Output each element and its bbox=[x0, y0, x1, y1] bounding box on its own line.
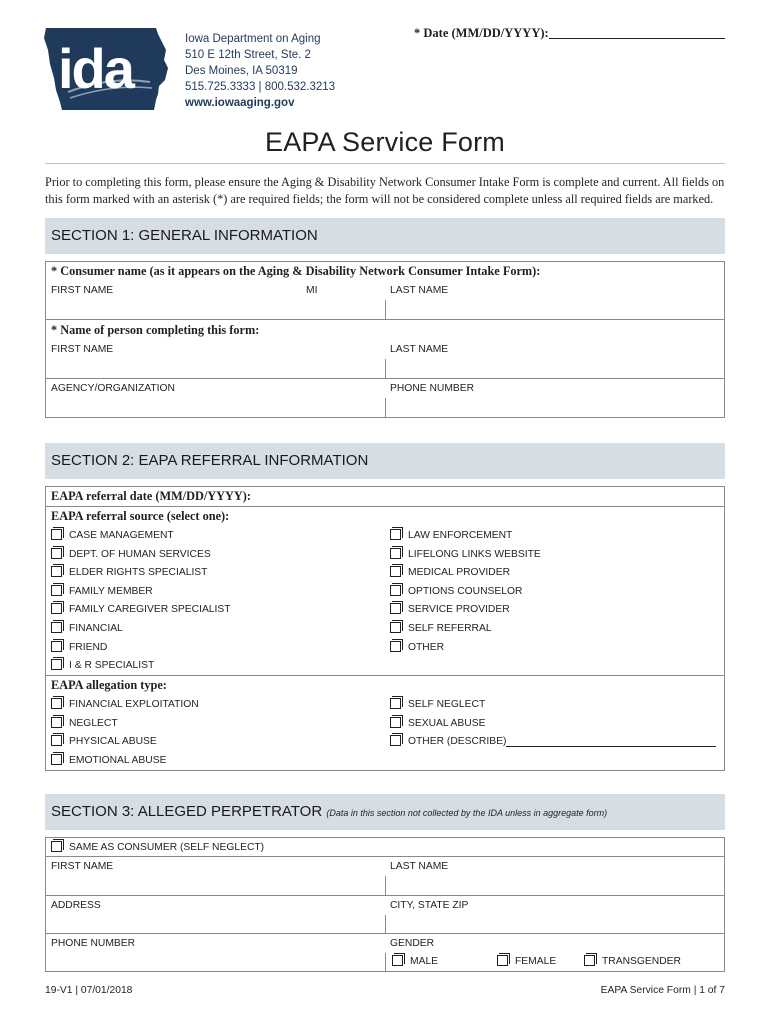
case-management-label: CASE MANAGEMENT bbox=[69, 530, 174, 541]
perp-address-input[interactable] bbox=[51, 914, 381, 932]
divider bbox=[45, 378, 725, 379]
section2-header bbox=[45, 443, 725, 479]
other-describe-input[interactable] bbox=[506, 746, 716, 747]
divider bbox=[45, 933, 725, 934]
family-caregiver-specialist-checkbox[interactable] bbox=[51, 602, 64, 615]
elder-rights-specialist-checkbox[interactable] bbox=[51, 565, 64, 578]
footer-page: EAPA Service Form | 1 of 7 bbox=[600, 985, 725, 996]
divider bbox=[45, 675, 725, 676]
case-management-checkbox[interactable] bbox=[51, 528, 64, 541]
referral-date-input[interactable] bbox=[250, 488, 720, 504]
divider bbox=[45, 895, 725, 896]
section1-title: SECTION 1: GENERAL INFORMATION bbox=[51, 227, 318, 244]
phone-label: PHONE NUMBER bbox=[390, 383, 475, 394]
section2-box bbox=[45, 486, 725, 771]
website-link[interactable]: www.iowaaging.gov bbox=[185, 97, 295, 109]
i-r-specialist-label: I & R SPECIALIST bbox=[69, 660, 155, 672]
perp-address-label: ADDRESS bbox=[51, 900, 101, 911]
divider bbox=[385, 876, 386, 895]
sexual-abuse-checkbox[interactable] bbox=[390, 716, 403, 729]
perp-first-name-label: FIRST NAME bbox=[51, 861, 114, 872]
logo-text: ida bbox=[58, 37, 133, 100]
page-title: EAPA Service Form bbox=[265, 127, 505, 157]
address-line1: 510 E 12th Street, Ste. 2 bbox=[185, 49, 311, 61]
self-neglect-label: SELF NEGLECT bbox=[408, 699, 486, 710]
divider bbox=[385, 359, 386, 378]
referral-source-label: EAPA referral source (select one): bbox=[51, 509, 230, 523]
same-as-consumer-checkbox[interactable] bbox=[51, 840, 64, 853]
consumer-name-question: * Consumer name (as it appears on the Aging & Disability Network Consumer Intake Form): bbox=[51, 264, 541, 278]
physical-abuse-checkbox[interactable] bbox=[51, 734, 64, 747]
i-r-specialist-checkbox[interactable] bbox=[51, 658, 64, 671]
divider bbox=[45, 506, 725, 507]
allegation-type-label: EAPA allegation type: bbox=[51, 678, 167, 692]
self-neglect-checkbox[interactable] bbox=[390, 697, 403, 710]
friend-checkbox[interactable] bbox=[51, 640, 64, 653]
dept-of-human-services-checkbox[interactable] bbox=[51, 547, 64, 560]
gender-female-label: FEMALE bbox=[515, 956, 557, 967]
neglect-checkbox[interactable] bbox=[51, 716, 64, 729]
phone-numbers: 515.725.3333 | 800.532.3213 bbox=[185, 81, 336, 93]
consumer-last-name-label: LAST NAME bbox=[390, 285, 449, 296]
section1-header bbox=[45, 218, 725, 254]
financial-label: FINANCIAL bbox=[69, 623, 123, 634]
gender-male-checkbox[interactable] bbox=[392, 954, 405, 967]
financial-exploitation-label: FINANCIAL EXPLOITATION bbox=[69, 699, 199, 710]
section3-title: SECTION 3: ALLEGED PERPETRATOR bbox=[51, 803, 323, 820]
divider bbox=[385, 953, 386, 971]
sexual-abuse-label: SEXUAL ABUSE bbox=[408, 717, 486, 729]
other-label: OTHER bbox=[408, 641, 445, 653]
section3-header bbox=[45, 794, 725, 830]
medical-provider-checkbox[interactable] bbox=[390, 565, 403, 578]
other-checkbox[interactable] bbox=[390, 640, 403, 653]
address-line2: Des Moines, IA 50319 bbox=[185, 65, 298, 77]
lifelong-links-website-label: LIFELONG LINKS WEBSITE bbox=[408, 548, 541, 560]
family-member-checkbox[interactable] bbox=[51, 584, 64, 597]
consumer-last-name-input[interactable] bbox=[390, 298, 720, 318]
divider bbox=[45, 319, 725, 320]
financial-exploitation-checkbox[interactable] bbox=[51, 697, 64, 710]
elder-rights-specialist-label: ELDER RIGHTS SPECIALIST bbox=[69, 567, 208, 579]
dept-of-human-services-label: DEPT. OF HUMAN SERVICES bbox=[69, 548, 211, 560]
completer-last-name-input[interactable] bbox=[390, 358, 720, 378]
completer-first-name-label: FIRST NAME bbox=[51, 344, 114, 355]
intro-text: Prior to completing this form, please ensure the Aging & Disability Network Consumer Intake Form is complete and current. All fields on this form marked with an asterisk (*) are required fields; the form will not be considered complete unless all required fields are marked. bbox=[45, 175, 725, 206]
agency-label: AGENCY/ORGANIZATION bbox=[51, 383, 175, 394]
perp-last-name-input[interactable] bbox=[390, 875, 720, 895]
self-referral-checkbox[interactable] bbox=[390, 621, 403, 634]
law-enforcement-label: LAW ENFORCEMENT bbox=[408, 530, 513, 541]
lifelong-links-website-checkbox[interactable] bbox=[390, 547, 403, 560]
referral-date-label: EAPA referral date (MM/DD/YYYY): bbox=[51, 489, 251, 503]
physical-abuse-label: PHYSICAL ABUSE bbox=[69, 736, 157, 748]
perp-city-label: CITY, STATE ZIP bbox=[390, 900, 469, 911]
friend-label: FRIEND bbox=[69, 641, 108, 653]
section3-note: (Data in this section not collected by the IDA unless in aggregate form) bbox=[326, 808, 608, 818]
org-name: Iowa Department on Aging bbox=[185, 33, 321, 45]
title-divider bbox=[45, 163, 725, 164]
completer-first-name-input[interactable] bbox=[51, 358, 381, 378]
options-counselor-label: OPTIONS COUNSELOR bbox=[408, 585, 523, 597]
section3-title-wrap bbox=[51, 803, 607, 820]
date-field[interactable] bbox=[549, 38, 725, 39]
perp-phone-input[interactable] bbox=[51, 952, 381, 970]
same-as-consumer-label: SAME AS CONSUMER (SELF NEGLECT) bbox=[69, 842, 265, 853]
gender-female-checkbox[interactable] bbox=[497, 954, 510, 967]
financial-checkbox[interactable] bbox=[51, 621, 64, 634]
divider bbox=[385, 915, 386, 933]
consumer-first-name-input[interactable] bbox=[51, 298, 301, 318]
other-describe-checkbox[interactable] bbox=[390, 734, 403, 747]
family-member-label: FAMILY MEMBER bbox=[69, 585, 153, 597]
options-counselor-checkbox[interactable] bbox=[390, 584, 403, 597]
emotional-abuse-checkbox[interactable] bbox=[51, 753, 64, 766]
neglect-label: NEGLECT bbox=[69, 717, 118, 729]
consumer-first-name-label: FIRST NAME bbox=[51, 285, 114, 296]
divider bbox=[385, 300, 386, 319]
divider bbox=[385, 398, 386, 417]
consumer-mi-label: MI bbox=[306, 285, 318, 296]
ida-logo bbox=[40, 24, 172, 114]
org-address bbox=[185, 31, 335, 111]
section1-box bbox=[45, 261, 725, 418]
iowa-map-logo bbox=[40, 24, 172, 114]
emotional-abuse-label: EMOTIONAL ABUSE bbox=[69, 754, 167, 766]
completer-name-question: * Name of person completing this form: bbox=[51, 323, 260, 337]
service-provider-label: SERVICE PROVIDER bbox=[408, 604, 510, 616]
consumer-mi-input[interactable] bbox=[306, 298, 382, 318]
phone-input[interactable] bbox=[390, 397, 720, 417]
perp-city-input[interactable] bbox=[390, 914, 720, 932]
perp-first-name-input[interactable] bbox=[51, 875, 381, 895]
footer-version: 19-V1 | 07/01/2018 bbox=[45, 985, 133, 996]
agency-input[interactable] bbox=[51, 397, 381, 417]
completer-last-name-label: LAST NAME bbox=[390, 344, 449, 355]
other-describe-label: OTHER (DESCRIBE) bbox=[408, 736, 507, 748]
perp-gender-label: GENDER bbox=[390, 938, 435, 949]
perp-last-name-label: LAST NAME bbox=[390, 861, 449, 872]
medical-provider-label: MEDICAL PROVIDER bbox=[408, 567, 511, 579]
perp-phone-label: PHONE NUMBER bbox=[51, 938, 136, 949]
date-label: * Date (MM/DD/YYYY): bbox=[414, 26, 549, 40]
section2-title: SECTION 2: EAPA REFERRAL INFORMATION bbox=[51, 452, 369, 469]
divider bbox=[45, 856, 725, 857]
law-enforcement-checkbox[interactable] bbox=[390, 528, 403, 541]
family-caregiver-specialist-label: FAMILY CAREGIVER SPECIALIST bbox=[69, 604, 231, 616]
gender-male-label: MALE bbox=[410, 956, 439, 967]
gender-transgender-checkbox[interactable] bbox=[584, 954, 597, 967]
service-provider-checkbox[interactable] bbox=[390, 602, 403, 615]
gender-transgender-label: TRANSGENDER bbox=[602, 956, 681, 967]
self-referral-label: SELF REFERRAL bbox=[408, 623, 492, 634]
